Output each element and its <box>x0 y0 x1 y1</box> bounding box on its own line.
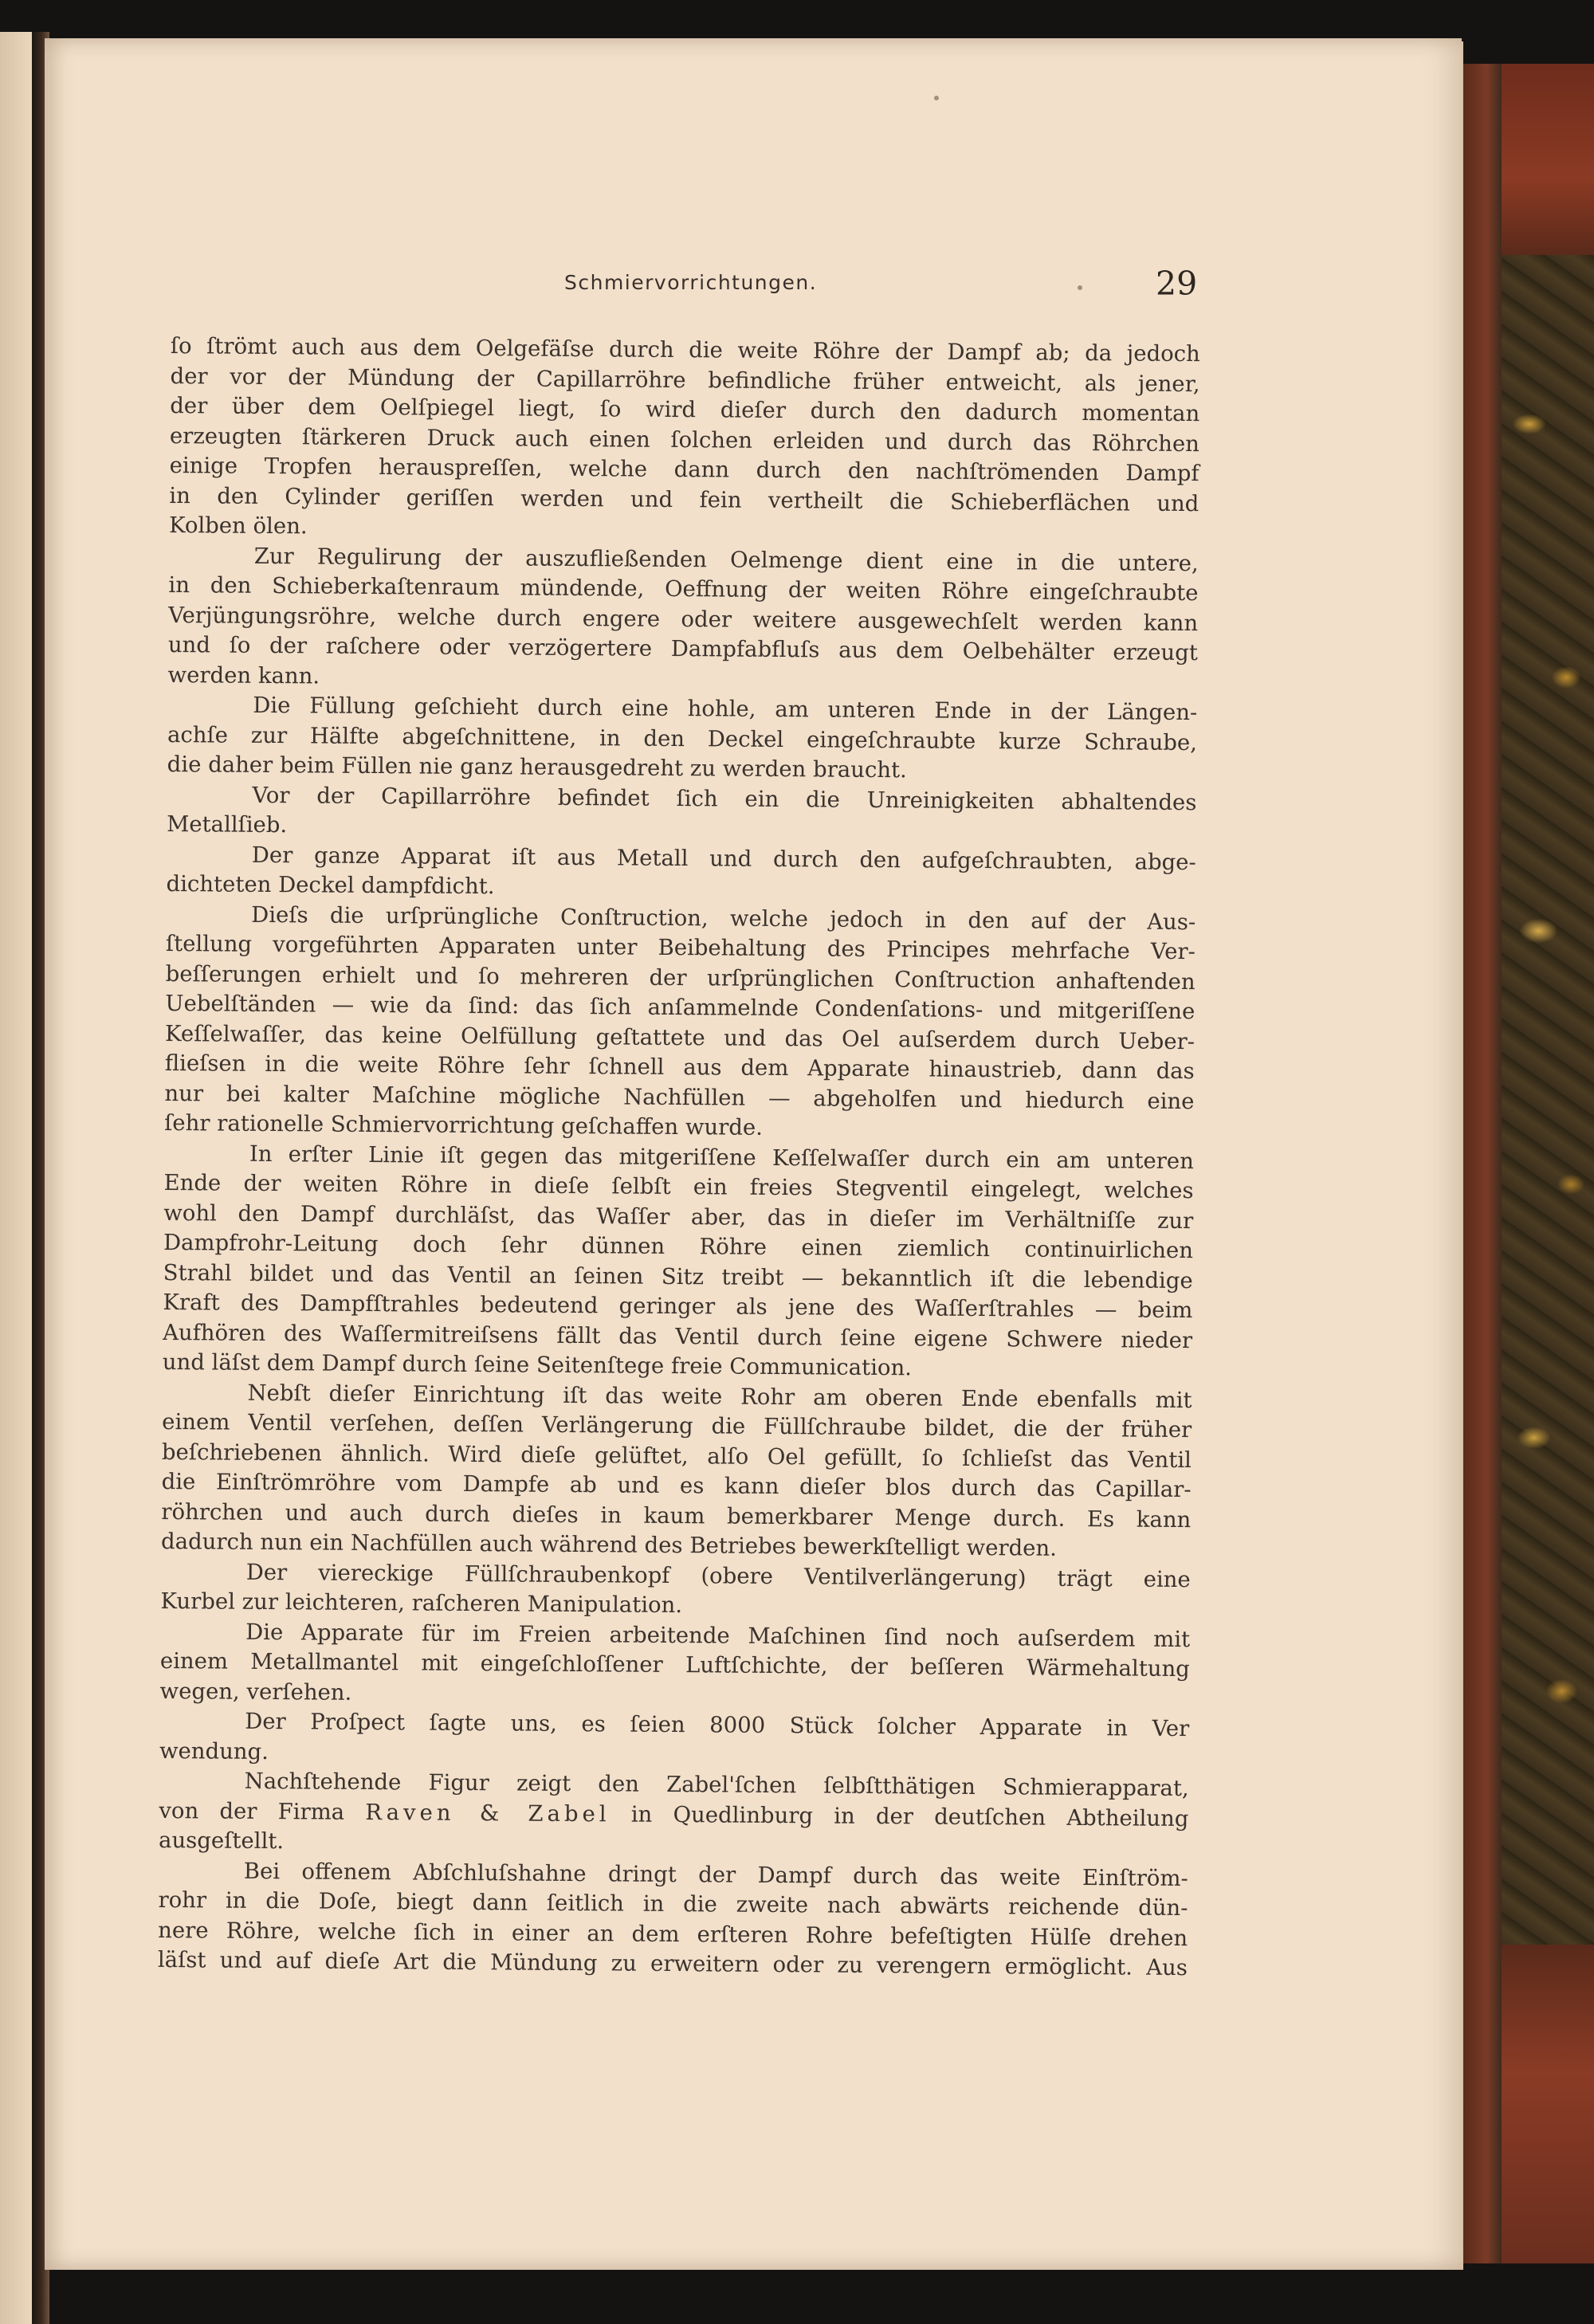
paper-speck <box>934 96 939 100</box>
text-line: Der ganze Apparat iſt aus Metall und durch den aufgeſchraubten, abge- <box>251 842 1196 875</box>
text-line: und läſst dem Dampf durch ſeine Seitenſtege freie Communication. <box>162 1348 913 1381</box>
text-line: dadurch nun ein Nachfüllen auch während des Betriebes bewerkſtelligt werden. <box>160 1528 1058 1561</box>
text-line: Der Proſpect ſagte uns, es ſeien 8000 Stück ſolcher Apparate in Ver <box>245 1708 1190 1742</box>
text-line: erzeugten ſtärkeren Druck auch einen ſolchen erleiden und durch das Röhrchen <box>169 422 1200 457</box>
text-line: Verjüngungsröhre, welche durch engere oder weitere ausgewechſelt werden kann <box>168 602 1199 636</box>
text-line: von der Firma Raven & Zabel in Quedlinburg in der deutſchen Abtheilung <box>159 1797 1189 1831</box>
text-line: die daher beim Füllen nie ganz herausgedreht zu werden braucht. <box>167 751 907 783</box>
text-line: wegen, verſehen. <box>159 1678 352 1706</box>
text-line: Ende der weiten Röhre in dieſe ſelbſt ein freies Stegventil eingelegt, welches <box>163 1169 1194 1204</box>
running-head: Schmiervorrichtungen. <box>564 271 818 294</box>
text-line: Zur Regulirung der auszufließenden Oelmenge dient eine in die untere, <box>253 543 1199 576</box>
text-line: ſo ſtrömt auch aus dem Oelgefäſse durch die weite Röhre der Dampf ab; da jedoch <box>170 332 1200 367</box>
text-line: nere Röhre, welche ſich in einer an dem erſteren Rohre befeſtigten Hülſe drehen <box>158 1917 1188 1951</box>
text-line: einem Metallmantel mit eingeſchloſſener Luftſchichte, der beſſeren Wärmehaltung <box>159 1647 1190 1682</box>
text-line: Der viereckige Füllſchraubenkopf (obere Ventilverlängerung) trägt eine <box>245 1559 1191 1592</box>
text-line: Uebelſtänden — wie da ſind: das ſich anſammelnde Condenſations- und mitgeriſſene <box>165 990 1196 1025</box>
page-number: 29 <box>1156 265 1198 303</box>
text-line: beſſerungen erhielt und ſo mehreren der urſprünglichen Conſtruction anhaftenden <box>165 960 1196 995</box>
page-header <box>564 265 1202 304</box>
text-line: ausgeſtellt. <box>159 1827 285 1855</box>
text-line: Nebſt dieſer Einrichtung iſt das weite Rohr am oberen Ende ebenfalls mit <box>247 1380 1192 1413</box>
text-line: Die Füllung geſchieht durch eine hohle, am unteren Ende in der Längen- <box>253 692 1198 726</box>
text-line: Strahl bildet und das Ventil an ſeinen Sitz treibt — bekanntlich iſt die lebendige <box>163 1259 1193 1294</box>
text-line: Kurbel zur leichteren, raſcheren Manipulation. <box>160 1588 683 1619</box>
text-line: Metallſieb. <box>167 811 288 838</box>
text-line: der über dem Oelſpiegel liegt, ſo wird dieſer durch den dadurch momentan <box>170 392 1200 427</box>
text-line: achſe zur Hälfte abgeſchnittene, in den Deckel eingeſchraubte kurze Schraube, <box>167 721 1198 756</box>
text-line: Bei offenem Abſchluſshahne dringt der Dampf durch das weite Einſtröm- <box>243 1858 1188 1891</box>
text-line: In erſter Linie iſt gegen das mitgeriſſene Keſſelwaſſer durch ein am unteren <box>249 1140 1194 1174</box>
text-line: und ſo der raſchere oder verzögertere Dampfabfluſs aus dem Oelbehälter erzeugt <box>167 631 1198 666</box>
text-line: werden kann. <box>167 661 320 689</box>
cover-leather-top <box>1502 64 1594 255</box>
text-line: ſehr rationelle Schmiervorrichtung geſchaffen wurde. <box>164 1109 764 1140</box>
text-line: die Einſtrömröhre vom Dampfe ab und es kann dieſer blos durch das Capillar- <box>161 1468 1192 1503</box>
text-line: Aufhören des Waſſermitreiſsens fällt das Ventil durch ſeine eigene Schwere nieder <box>163 1319 1193 1353</box>
text-line: der vor der Mündung der Capillarröhre befindliche früher entweicht, als jener, <box>170 363 1200 397</box>
text-line: in den Cylinder geriſſen werden und fein vertheilt die Schieberflächen und <box>169 482 1199 516</box>
text-line: Nachſtehende Figur zeigt den Zabel'ſchen ſelbſtthätigen Schmierapparat, <box>244 1768 1189 1802</box>
text-line: beſchriebenen ähnlich. Wird dieſe gelüftet, alſo Oel gefüllt, ſo ſchlieſst das Ventil <box>161 1439 1192 1473</box>
cover-leather-bottom <box>1502 1945 1594 2263</box>
body-text <box>158 332 1200 1984</box>
text-line: Die Apparate für im Freien arbeitende Maſchinen ſind noch auſserdem mit <box>245 1619 1191 1652</box>
cover-marbled-paper <box>1502 255 1594 1945</box>
text-line: Dampfrohr-Leitung doch ſehr dünnen Röhre einen ziemlich continuirlichen <box>163 1229 1194 1264</box>
text-line: röhrchen und auch durch dieſes in kaum bemerkbarer Menge durch. Es kann <box>161 1498 1192 1533</box>
text-line: einige Tropfen herauspreſſen, welche dann durch den nachſtrömenden Dampf <box>169 452 1199 487</box>
text-line: Vor der Capillarröhre befindet ſich ein die Unreinigkeiten abhaltendes <box>252 782 1197 815</box>
text-line: Keſſelwaſſer, das keine Oelfüllung geſtattete und das Oel auſserdem durch Ueber- <box>164 1020 1196 1054</box>
text-line: flieſsen in die weite Röhre ſehr ſchnell aus dem Apparate hinaustrieb, dann das <box>164 1050 1195 1085</box>
text-line: wohl den Dampf durchläſst, das Waſſer aber, das in dieſer im Verhältniſſe zur <box>163 1199 1194 1234</box>
text-line: dichteten Deckel dampfdicht. <box>166 870 495 900</box>
text-line: Kolben ölen. <box>168 512 308 540</box>
text-line: Kraft des Dampfſtrahles bedeutend geringer als jene des Waſſerſtrahles — beim <box>163 1289 1193 1324</box>
text-line: wendung. <box>159 1737 269 1765</box>
text-line: einem Ventil verſehen, deſſen Verlängerung die Füllſchraube bildet, die der früher <box>162 1408 1192 1443</box>
text-line: nur bei kalter Maſchine mögliche Nachfüllen — abgeholfen und hiedurch eine <box>164 1080 1195 1114</box>
text-line: ſtellung vorgeführten Apparaten unter Beibehaltung des Principes mehrfache Ver- <box>165 930 1196 965</box>
text-line: rohr in die Doſe, biegt dann ſeitlich in die zweite nach abwärts reichende dün- <box>158 1886 1188 1922</box>
text-line: läſst und auf dieſe Art die Mündung zu erweitern oder zu verengern ermöglicht. Aus <box>157 1946 1188 1981</box>
text-line: in den Schieberkaſtenraum mündende, Oeffnung der weiten Röhre eingeſchraubte <box>168 571 1199 607</box>
text-line: Dieſs die urſprüngliche Conſtruction, welche jedoch in den auf der Aus- <box>251 901 1196 935</box>
